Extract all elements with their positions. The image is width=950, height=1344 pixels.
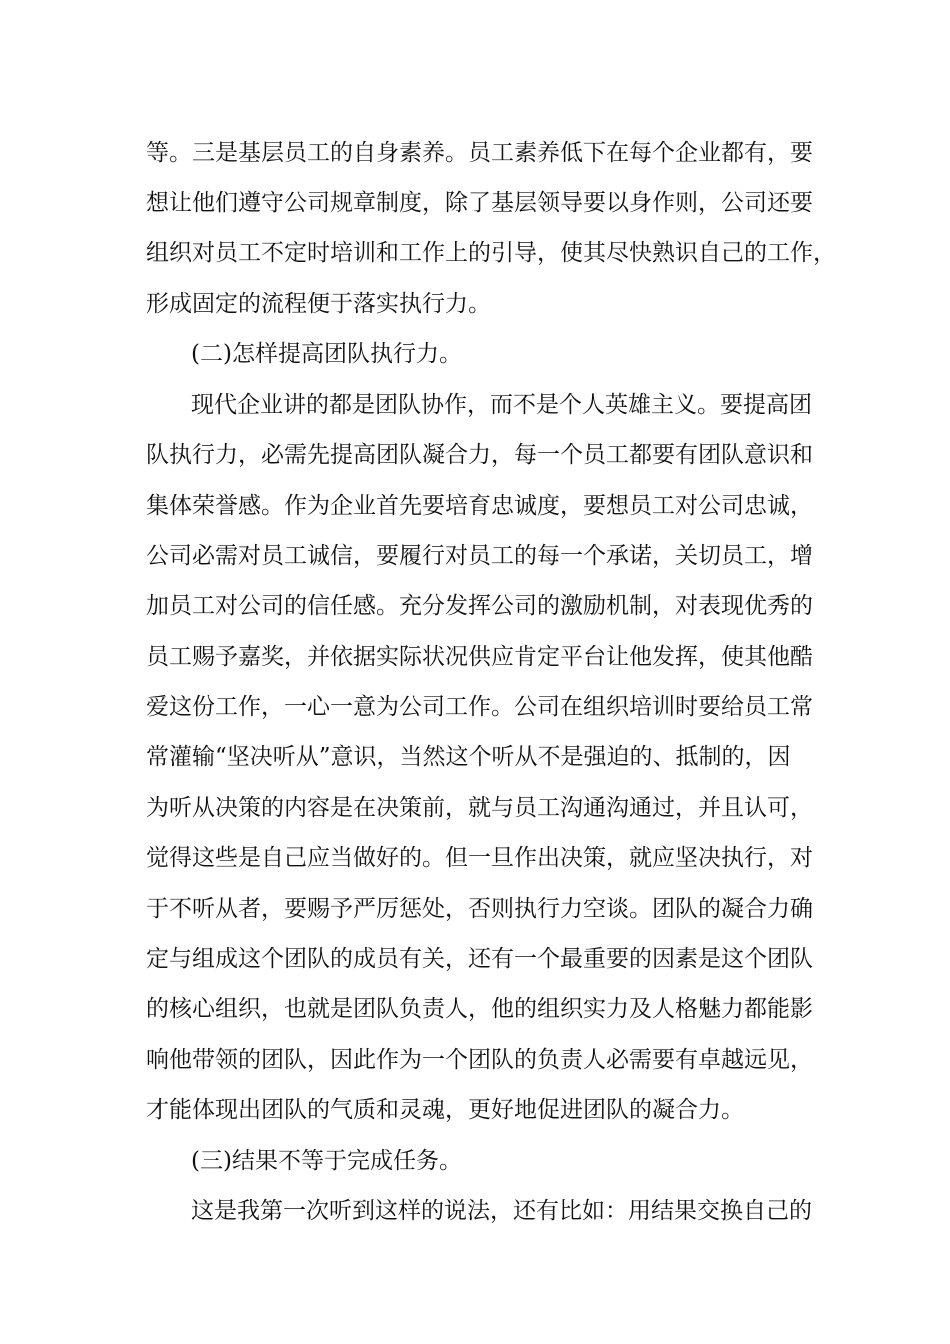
text-line-3: 组织对员工不定时培训和工作上的引导，使其尽快熟识自己的工作， (146, 240, 836, 266)
section-heading-3: (三)结果不等于完成任务。 (191, 1148, 462, 1174)
text-line-1: 等。三是基层员工的自身素养。员工素养低下在每个企业都有，要 (146, 140, 813, 166)
text-line-11: 员工赐予嘉奖，并依据实际状况供应肯定平台让他发挥，使其他酷 (146, 644, 813, 670)
text-line-19: 响他带领的团队，因此作为一个团队的负责人必需要有卓越远见， (146, 1047, 813, 1073)
text-line-14: 为听从决策的内容是在决策前，就与员工沟通沟通过，并且认可， (146, 795, 813, 821)
text-line-9: 公司必需对员工诚信，要履行对员工的每一个承诺，关切员工，增 (146, 543, 813, 569)
text-line-22: 这是我第一次听到这样的说法，还有比如：用结果交换自己的 (191, 1198, 812, 1224)
text-line-6: 现代企业讲的都是团队协作，而不是个人英雄主义。要提高团 (191, 392, 812, 418)
text-line-8: 集体荣誉感。作为企业首先要培育忠诚度，要想员工对公司忠诚， (146, 493, 813, 519)
text-line-18: 的核心组织，也就是团队负责人，他的组织实力及人格魅力都能影 (146, 996, 813, 1022)
text-line-13: 常灌输“坚决听从”意识，当然这个听从不是强迫的、抵制的，因 (146, 744, 791, 770)
text-line-10: 加员工对公司的信任感。充分发挥公司的激励机制，对表现优秀的 (146, 593, 813, 619)
text-line-20: 才能体现出团队的气质和灵魂，更好地促进团队的凝合力。 (146, 1097, 744, 1123)
text-line-2: 想让他们遵守公司规章制度，除了基层领导要以身作则，公司还要 (146, 190, 813, 216)
section-heading-2: (二)怎样提高团队执行力。 (191, 341, 462, 367)
text-line-7: 队执行力，必需先提高团队凝合力，每一个员工都要有团队意识和 (146, 442, 813, 468)
text-line-15: 觉得这些是自己应当做好的。但一旦作出决策，就应坚决执行，对 (146, 845, 813, 871)
text-line-12: 爱这份工作，一心一意为公司工作。公司在组织培训时要给员工常 (146, 694, 813, 720)
text-line-16: 于不听从者，要赐予严厉惩处，否则执行力空谈。团队的凝合力确 (146, 896, 813, 922)
text-line-17: 定与组成这个团队的成员有关，还有一个最重要的因素是这个团队 (146, 946, 813, 972)
text-line-4: 形成固定的流程便于落实执行力。 (146, 291, 491, 317)
